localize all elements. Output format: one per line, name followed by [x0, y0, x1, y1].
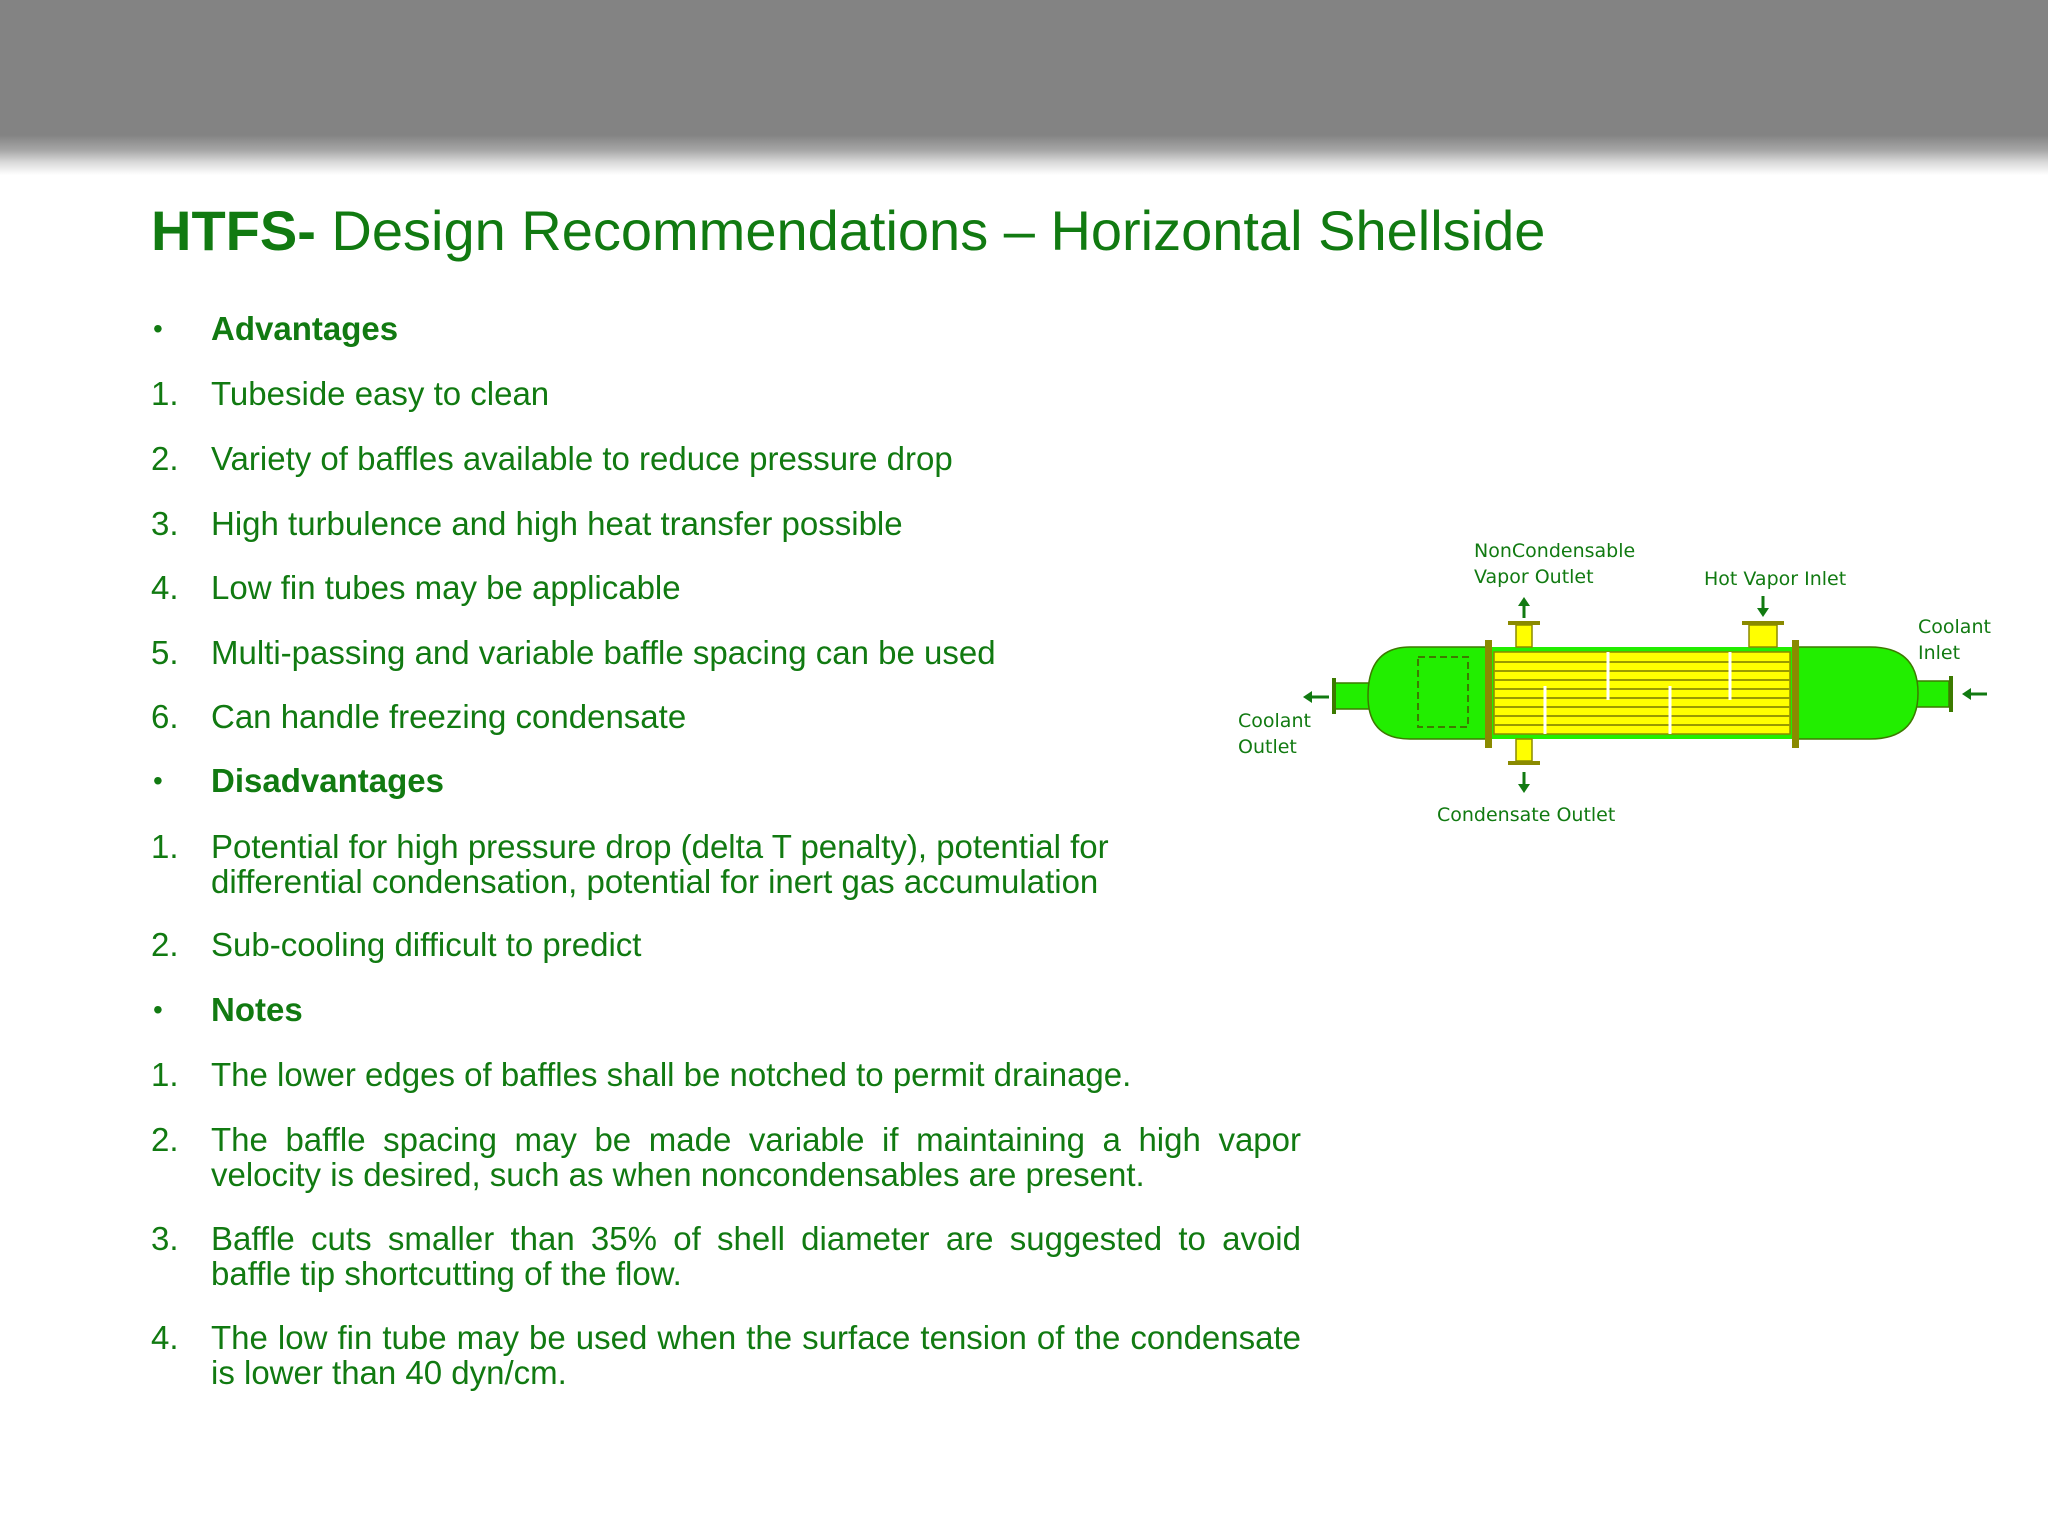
right-tube-sheet	[1792, 640, 1799, 748]
coolant-inlet-label-line1: Coolant	[1918, 616, 1991, 638]
arrow-left-icon	[1303, 691, 1329, 703]
coolant-outlet-label-line2: Outlet	[1238, 736, 1297, 758]
item-number: 1.	[151, 375, 179, 412]
title-text: Design Recommendations – Horizontal Shellside	[315, 199, 1546, 262]
item-number: 1.	[151, 1056, 179, 1093]
item-number: 5.	[151, 634, 179, 671]
disadvantages-heading: Disadvantages	[211, 762, 444, 799]
note-text: The low fin tube may be used when the surface tension of the condensate is lower than 40 dyn/cm.	[211, 1319, 1301, 1391]
advantage-text: Tubeside easy to clean	[211, 375, 550, 412]
arrow-down-icon	[1757, 596, 1769, 617]
right-channel-head	[1795, 647, 1918, 739]
notes-heading: Notes	[211, 991, 303, 1028]
tube-bundle	[1494, 652, 1790, 734]
item-number: 2.	[151, 440, 179, 477]
noncondensable-label-line1: NonCondensable	[1474, 540, 1636, 562]
hot-vapor-inlet-label: Hot Vapor Inlet	[1704, 568, 1847, 590]
item-number: 3.	[151, 505, 179, 542]
coolant-outlet-nozzle	[1335, 683, 1370, 709]
advantages-heading: Advantages	[211, 310, 399, 347]
disadvantage-text: Potential for high pressure drop (delta T penalty), potential for differential condensation, potential for inert gas accumulation	[211, 828, 1109, 900]
coolant-inlet-label-line2: Inlet	[1918, 642, 1961, 664]
item-number: 4.	[151, 1319, 179, 1356]
slide-title	[151, 198, 1545, 263]
arrow-left-icon	[1962, 688, 1987, 700]
note-text: The lower edges of baffles shall be notched to permit drainage.	[211, 1056, 1132, 1093]
arrow-down-icon	[1518, 772, 1530, 793]
vapor-inlet-nozzle	[1749, 625, 1777, 647]
note-text: Baffle cuts smaller than 35% of shell diameter are suggested to avoid baffle tip shortcutting of the flow.	[211, 1220, 1301, 1292]
disadvantage-text: Sub-cooling difficult to predict	[211, 926, 642, 963]
item-number: 2.	[151, 1121, 179, 1158]
condensate-nozzle	[1516, 739, 1532, 761]
left-channel-head	[1368, 647, 1488, 739]
note-text: The baffle spacing may be made variable if maintaining a high vapor velocity is desired, such as when noncondensables are present.	[211, 1121, 1301, 1193]
item-number: 6.	[151, 698, 179, 735]
item-number: 2.	[151, 926, 179, 963]
bullet-marker: •	[153, 313, 163, 344]
condensate-outlet-label: Condensate Outlet	[1437, 804, 1616, 826]
item-number: 3.	[151, 1220, 179, 1257]
bullet-marker: •	[153, 765, 163, 796]
item-number: 4.	[151, 569, 179, 606]
vent-nozzle	[1516, 625, 1532, 647]
coolant-inlet-flange	[1949, 676, 1953, 712]
condensate-flange	[1508, 761, 1540, 765]
advantage-text: High turbulence and high heat transfer possible	[211, 505, 903, 542]
coolant-outlet-flange	[1332, 678, 1336, 714]
noncondensable-label-line2: Vapor Outlet	[1474, 566, 1594, 588]
advantage-text: Low fin tubes may be applicable	[211, 569, 681, 606]
advantage-text: Variety of baffles available to reduce pressure drop	[211, 440, 953, 477]
arrow-up-icon	[1518, 597, 1530, 618]
condenser-diagram	[1230, 525, 2005, 835]
advantage-text: Can handle freezing condensate	[211, 698, 687, 735]
bullet-marker: •	[153, 994, 163, 1025]
coolant-outlet-label-line1: Coolant	[1238, 710, 1311, 732]
header-band	[0, 0, 2048, 175]
item-number: 1.	[151, 828, 179, 865]
left-tube-sheet	[1485, 640, 1492, 748]
title-prefix: HTFS-	[151, 199, 316, 262]
advantage-text: Multi-passing and variable baffle spacing can be used	[211, 634, 996, 671]
